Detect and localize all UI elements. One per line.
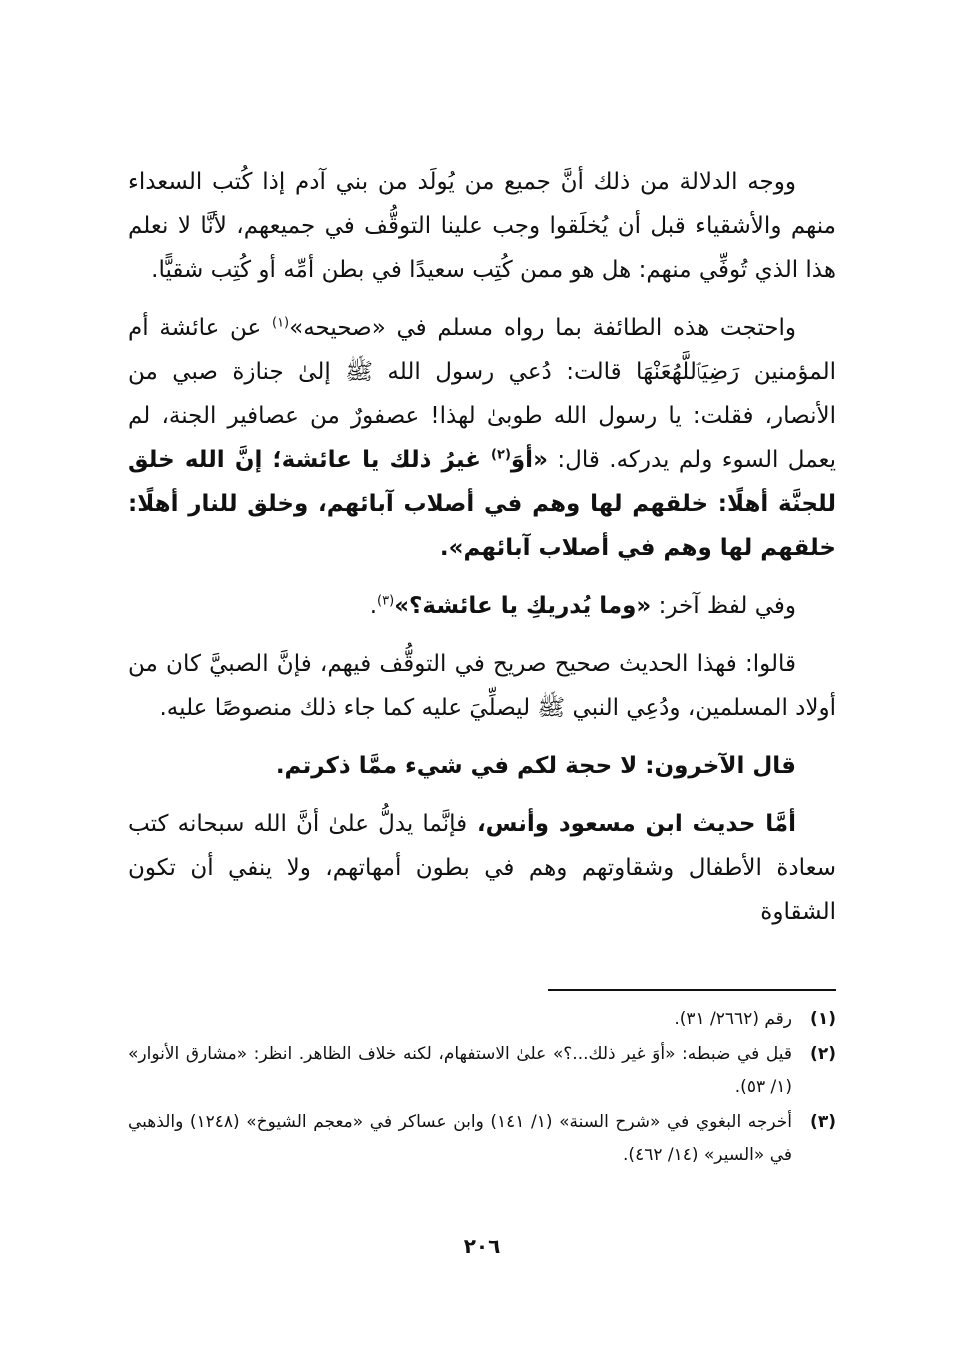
footnotes	[128, 1003, 836, 1174]
footnote-2-text: قيل في ضبطه: «أوَ غير ذلك...؟» علىٰ الاستفهام، لكنه خلاف الظاهر. انظر: «مشارق الأنوار» (١/ ٥٣).	[128, 1044, 792, 1097]
paragraph-6-text: فإنَّما يدلُّ علىٰ أنَّ الله سبحانه كتب سعادة الأطفال وشقاوتهم وهم في بطون أمهاتهم، ولا ينفي أن تكون الشقاوة	[128, 811, 836, 925]
paragraph-3-end: .	[369, 593, 378, 619]
page-body	[128, 160, 836, 948]
paragraph-5: قال الآخرون: لا حجة لكم في شيء ممَّا ذكرتم.	[275, 753, 796, 779]
paragraph-6	[128, 802, 836, 934]
page-number: ٢٠٦	[463, 1234, 501, 1258]
paragraph-3	[128, 584, 836, 628]
footnote-3-text: أخرجه البغوي في «شرح السنة» (١/ ١٤١) وابن عساكر في «معجم الشيوخ» (١٢٤٨) والذهبي في «السير» (١٤/ ٤٦٢).	[128, 1112, 792, 1165]
paragraph-3-text-a: وفي لفظ آخر:	[651, 593, 796, 619]
footnote-ref-1: (١)	[271, 315, 290, 331]
footnote-3	[128, 1106, 836, 1172]
footnote-1-text: رقم (٢٦٦٢/ ٣١).	[674, 1009, 792, 1029]
hadith-quote-start: «أوَ	[510, 447, 548, 473]
footnote-3-number: (٣)	[810, 1112, 836, 1132]
footnote-2-number: (٢)	[810, 1044, 836, 1064]
footnote-ref-2: (٢)	[491, 447, 511, 463]
footnote-ref-3: (٣)	[377, 593, 395, 609]
paragraph-1: ووجه الدلالة من ذلك أنَّ جميع من يُولَد من بني آدم إذا كُتب السعداء منهم والأشقياء قبل أن يُخلَقوا وجب علينا التوقُّف في جميعهم، لأنَّا لا نعلم هذا الذي تُوفِّي منهم: هل هو ممن كُتِب سعيدًا في بطن أمِّه أو كُتِب شقيًّا.	[128, 169, 836, 283]
paragraph-2-text-a: واحتجت هذه الطائفة بما رواه مسلم في «صحيحه»	[289, 315, 796, 341]
footnote-2	[128, 1038, 836, 1104]
paragraph-4: قالوا: فهذا الحديث صحيح صريح في التوقُّف فيهم، فإنَّ الصبيَّ كان من أولاد المسلمين، ودُعِي النبي ﷺ ليصلِّيَ عليه كما جاء ذلك منصوصًا عليه.	[128, 651, 836, 721]
hadith-quote: غيرُ ذلك يا عائشة؛ إنَّ الله خلق للجنَّة أهلًا: خلقهم لها وهم في أصلاب آبائهم، وخلق للنار أهلًا: خلقهم لها وهم في أصلاب آبائهم».	[128, 447, 836, 561]
footnote-separator	[548, 989, 836, 991]
paragraph-2-text-b: عن عائشة أم المؤمنين رَضِيَٱللَّهُعَنْهَا قالت: دُعي رسول الله ﷺ إلىٰ جنازة صبي من الأنصار، فقلت: يا رسول الله طوبىٰ لهذا! عصفورٌ من عصافير الجنة، لم يعمل السوء ولم يدركه. قال:	[128, 315, 836, 473]
paragraph-3-quote: «وما يُدريكِ يا عائشة؟»	[394, 593, 652, 619]
footnote-1-number: (١)	[810, 1009, 836, 1029]
paragraph-6-lead: أمَّا حديث ابن مسعود وأنس،	[467, 811, 796, 837]
footnote-1	[128, 1003, 836, 1036]
paragraph-2	[128, 306, 836, 570]
